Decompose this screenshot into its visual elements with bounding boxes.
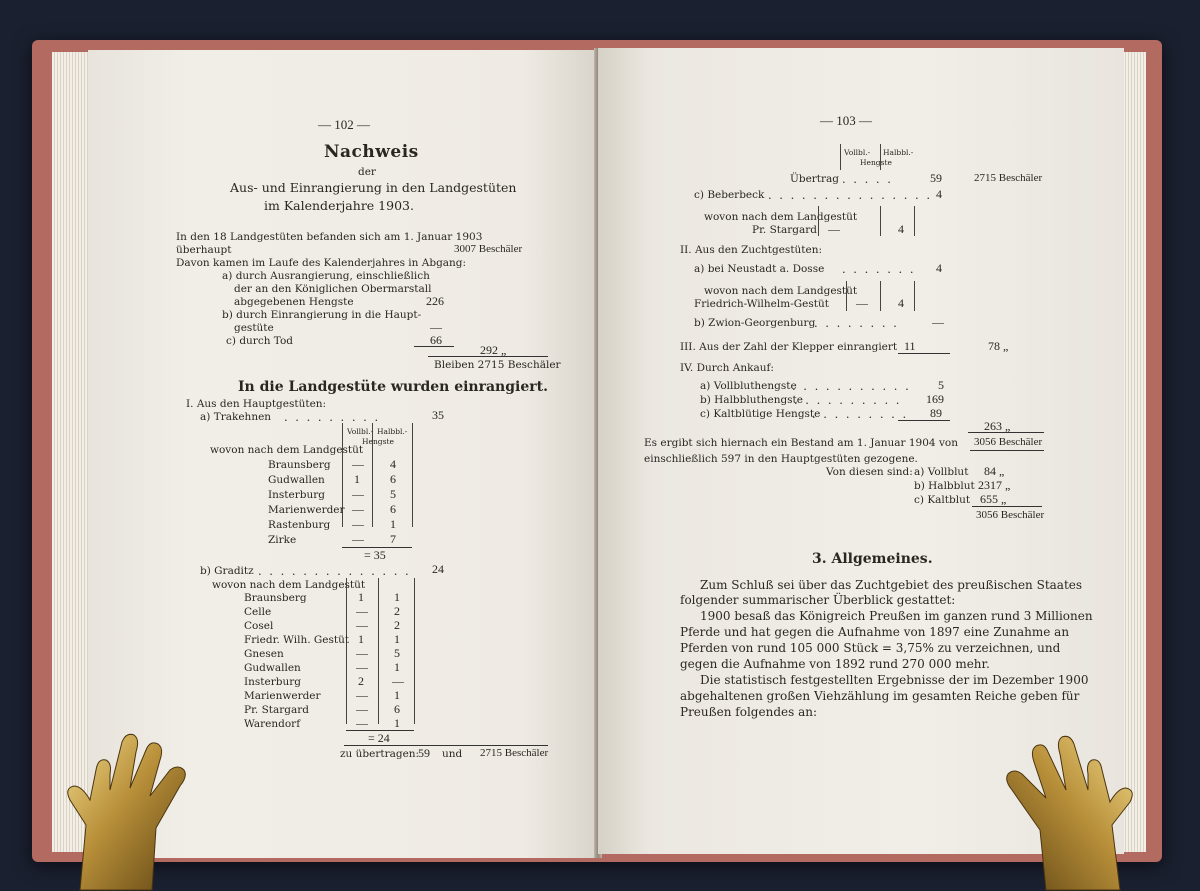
- leader-dots: . . . . . . .: [842, 262, 916, 276]
- divider: [898, 420, 950, 421]
- page-title: Nachweis: [324, 142, 419, 162]
- table-cell: 1: [394, 590, 400, 604]
- paragraph-line: Pferde und hat gegen die Aufnahme von 1897 eine Zunahme an: [680, 625, 1070, 639]
- table-cell: —: [352, 487, 364, 501]
- table-cell: —: [356, 716, 368, 730]
- text-line: a) Vollblut: [914, 466, 969, 478]
- table-cell: —: [352, 502, 364, 516]
- table-border: [880, 281, 881, 311]
- table-border: [914, 281, 915, 311]
- text-line: Friedrich-Wilhelm-Gestüt: [694, 298, 829, 310]
- value: —: [932, 315, 944, 329]
- column-header: Vollbl.-: [347, 427, 374, 436]
- table-border: [378, 578, 379, 724]
- value: 263 „: [984, 419, 1011, 433]
- brass-hand-left: [60, 730, 200, 891]
- column-header: Vollbl.-: [844, 148, 871, 157]
- value: —: [430, 320, 442, 334]
- column-header: Halbbl.-: [377, 427, 408, 436]
- table-border: [914, 206, 915, 236]
- table-cell: 6: [390, 502, 396, 516]
- table-row: Insterburg: [268, 489, 325, 501]
- paragraph-line: Zum Schluß sei über das Zuchtgebiet des preußischen Staates: [700, 578, 1083, 592]
- table-row: Marienwerder: [244, 690, 321, 702]
- text-line: In den 18 Landgestüten befanden sich am 1. Januar 1903: [176, 231, 483, 243]
- value: 84 „: [984, 464, 1005, 478]
- divider: [970, 450, 1044, 451]
- table-border: [840, 144, 841, 170]
- text-line: abgegebenen Hengste: [234, 296, 354, 308]
- text-line: wovon nach dem Landgestüt: [210, 444, 364, 456]
- table-border: [818, 206, 819, 236]
- value: 89: [930, 406, 942, 420]
- leader-dots: . . . . . . . . . . . . . .: [258, 564, 411, 578]
- value: 3056 Beschäler: [976, 509, 1045, 521]
- table-cell: 2: [394, 604, 400, 618]
- paragraph-line: gegen die Aufnahme von 1892 rund 270 000 mehr.: [680, 657, 990, 671]
- table-row: Gudwallen: [268, 474, 325, 486]
- table-cell: 1: [390, 517, 396, 531]
- table-row: Friedr. Wilh. Gestüt: [244, 634, 350, 646]
- table-cell: 1: [358, 632, 364, 646]
- brass-hand-right: [990, 730, 1140, 891]
- table-row: Braunsberg: [268, 459, 331, 471]
- section-heading: 3. Allgemeines.: [812, 551, 933, 567]
- table-row: Gnesen: [244, 648, 284, 660]
- value: 3056 Beschäler: [974, 436, 1043, 448]
- table-cell: 5: [390, 487, 396, 501]
- divider: [898, 353, 950, 354]
- table-border: [414, 578, 415, 724]
- table-row: Zirke: [268, 534, 297, 546]
- table-cell: 1: [394, 660, 400, 674]
- page-number: — 102 —: [318, 117, 370, 132]
- paragraph-line: folgender summarischer Überblick gestattet:: [680, 593, 956, 607]
- value: 11: [904, 339, 916, 353]
- table-cell: 1: [358, 590, 364, 604]
- table-row: Pr. Stargard: [244, 704, 310, 716]
- value: 4: [936, 187, 942, 201]
- leader-dots: . . . . . . . . .: [284, 410, 381, 424]
- table-cell: 4: [898, 222, 904, 236]
- text-line: einschließlich 597 in den Hauptgestüten gezogene.: [644, 453, 918, 465]
- table-cell: —: [356, 660, 368, 674]
- text-line: II. Aus den Zuchtgestüten:: [680, 244, 823, 256]
- table-cell: 5: [394, 646, 400, 660]
- value: 78 „: [988, 339, 1009, 353]
- value: 2715 Beschäler: [480, 747, 549, 759]
- table-cell: —: [352, 517, 364, 531]
- text-line: b) Halbblut: [914, 480, 975, 492]
- title-sub: Aus- und Einrangierung in den Landgestüten: [230, 180, 517, 195]
- table-cell: 1: [394, 688, 400, 702]
- text-line: c) durch Tod: [226, 335, 294, 347]
- table-cell: —: [828, 222, 840, 236]
- table-cell: 6: [394, 702, 400, 716]
- paragraph-line: Pferden von rund 105 000 Stück = 3,75% zu verzeichnen, und: [680, 641, 1061, 655]
- text-line: a) bei Neustadt a. Dosse: [694, 263, 825, 275]
- text-line: und: [442, 748, 463, 760]
- table-cell: —: [352, 532, 364, 546]
- value: 226: [426, 294, 444, 308]
- text-line: Von diesen sind:: [826, 466, 913, 478]
- table-row: Marienwerder: [268, 504, 345, 516]
- value: 66: [430, 333, 442, 347]
- table-cell: 1: [354, 472, 360, 486]
- divider: [972, 506, 1042, 507]
- paragraph-line: 1900 besaß das Königreich Preußen im ganzen rund 3 Millionen: [700, 609, 1093, 623]
- value: 292 „: [480, 343, 507, 357]
- value: 2317 „: [978, 478, 1011, 492]
- value: 4: [936, 261, 942, 275]
- page-number: — 103 —: [820, 113, 872, 128]
- column-header: Hengste: [362, 437, 394, 446]
- value: 59: [418, 746, 430, 760]
- table-cell: —: [356, 646, 368, 660]
- text-line: III. Aus der Zahl der Klepper einrangiert: [680, 341, 898, 353]
- paragraph-line: Preußen folgendes an:: [680, 705, 817, 719]
- text-line: zu übertragen:: [340, 748, 420, 760]
- text-line: a) durch Ausrangierung, einschließlich: [222, 270, 430, 282]
- leader-dots: . . . . . . . . . .: [794, 393, 902, 407]
- title-sub: der: [358, 166, 376, 178]
- sum: = 24: [368, 731, 390, 745]
- column-header: Hengste: [860, 158, 892, 167]
- table-border: [412, 423, 413, 527]
- text-line: Davon kamen im Laufe des Kalenderjahres in Abgang:: [176, 257, 467, 269]
- text-line: Pr. Stargard: [752, 224, 818, 236]
- text-line: a) Trakehnen: [200, 411, 272, 423]
- table-cell: —: [856, 296, 868, 310]
- table-cell: 2: [358, 674, 364, 688]
- text-line: IV. Durch Ankauf:: [680, 362, 774, 374]
- table-row: Braunsberg: [244, 592, 307, 604]
- table-cell: 4: [390, 457, 396, 471]
- table-cell: 1: [394, 716, 400, 730]
- text-line: b) Zwion-Georgenburg: [694, 317, 816, 329]
- value: 35: [432, 408, 444, 422]
- value: 24: [432, 562, 444, 576]
- text-line: I. Aus den Hauptgestüten:: [186, 398, 327, 410]
- table-row: Rastenburg: [268, 519, 331, 531]
- text-line: c) Kaltblütige Hengste: [700, 408, 821, 420]
- leader-dots: . . . . . . . . . . .: [792, 379, 911, 393]
- text-line: wovon nach dem Landgestüt: [704, 211, 858, 223]
- table-cell: —: [356, 688, 368, 702]
- title-sub: im Kalenderjahre 1903.: [264, 198, 414, 213]
- text-line: a) Vollbluthengste: [700, 380, 797, 392]
- text-line: c) Beberbeck: [694, 189, 765, 201]
- text-line: b) Graditz: [200, 565, 254, 577]
- table-row: Cosel: [244, 620, 274, 632]
- text-line: gestüte: [234, 322, 274, 334]
- text-line: b) durch Einrangierung in die Haupt-: [222, 309, 422, 321]
- divider: [428, 356, 548, 357]
- text-line: c) Kaltblut: [914, 494, 971, 506]
- value: 655 „: [980, 492, 1007, 506]
- divider: [968, 432, 1044, 433]
- table-border: [880, 206, 881, 236]
- value: 5: [938, 378, 944, 392]
- section-heading: In die Landgestüte wurden einrangiert.: [238, 379, 548, 395]
- value: 59: [930, 171, 942, 185]
- leader-dots: . . . . . . . . .: [812, 407, 909, 421]
- value: 2715 Beschäler: [974, 172, 1043, 184]
- leader-dots: . . . . . . . . . . . . . . .: [768, 188, 933, 202]
- table-cell: 7: [390, 532, 396, 546]
- leader-dots: . . . . .: [842, 172, 893, 186]
- text-line: wovon nach dem Landgestüt: [704, 285, 858, 297]
- leader-dots: . . . . . . . .: [814, 316, 899, 330]
- text-line: Bleiben 2715 Beschäler: [434, 359, 561, 371]
- table-border: [346, 578, 347, 724]
- paragraph-line: Die statistisch festgestellten Ergebnisse der im Dezember 1900: [700, 673, 1089, 687]
- table-row: Gudwallen: [244, 662, 301, 674]
- text-line: Übertrag: [790, 173, 840, 185]
- table-row: Insterburg: [244, 676, 301, 688]
- table-cell: 1: [394, 632, 400, 646]
- text-line: Es ergibt sich hiernach ein Bestand am 1. Januar 1904 von: [644, 437, 958, 449]
- table-cell: —: [356, 702, 368, 716]
- table-cell: —: [356, 618, 368, 632]
- table-border: [846, 281, 847, 311]
- table-cell: —: [392, 674, 404, 688]
- value: 169: [926, 392, 944, 406]
- text-line: der an den Königlichen Obermarstall: [234, 283, 432, 295]
- table-cell: 4: [898, 296, 904, 310]
- text-line: b) Halbbluthengste: [700, 394, 803, 406]
- value: 3007 Beschäler: [454, 243, 523, 255]
- text-line: überhaupt: [176, 244, 232, 256]
- sum: = 35: [364, 548, 386, 562]
- table-cell: —: [352, 457, 364, 471]
- divider: [414, 346, 454, 347]
- column-header: Halbbl.-: [883, 148, 914, 157]
- text-line: wovon nach dem Landgestüt: [212, 579, 366, 591]
- table-cell: 2: [394, 618, 400, 632]
- table-cell: 6: [390, 472, 396, 486]
- table-row: Celle: [244, 606, 272, 618]
- table-cell: —: [356, 604, 368, 618]
- paragraph-line: abgehaltenen großen Viehzählung im gesamten Reiche geben für: [680, 689, 1080, 703]
- table-row: Warendorf: [244, 718, 301, 730]
